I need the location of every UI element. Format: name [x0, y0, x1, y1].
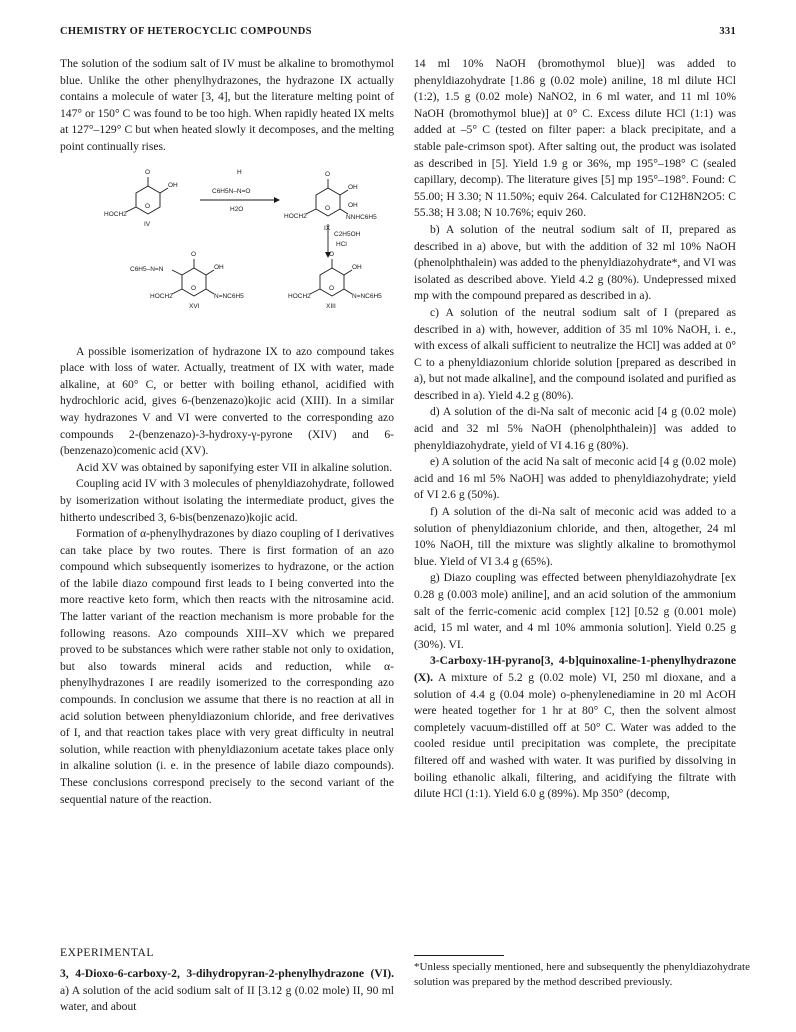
paragraph-text: A mixture of 5.2 g (0.02 mole) VI, 250 ml dioxane, and a solution of 4.4 g (0.04 mole) o-phenylenediamine in 20 ml AcOH were heated together for 1 hr at 80° C, then the solvent almost completely vacuum-distilled off at 50° C. Water was added to the cooled residue until precipitation was complete, the precipitate filtered off and washed with water. It was purified by dissolving in boiling ethanolic alkali, filtering, and acidifying the filtrate with dilute HCl (1:1). Yield 6.0 g (89%). Mp 350° (decomp,: [414, 670, 736, 801]
azo-label: N=NC6H5: [214, 292, 244, 300]
paragraph: Acid XV was obtained by saponifying ester VII in alkaline solution.: [76, 460, 393, 474]
oh-label: OH: [352, 263, 362, 271]
azo-label: C6H5–N=N: [130, 265, 164, 273]
oxygen-label: O: [145, 168, 151, 176]
footnote-divider: [414, 955, 504, 956]
reagent-bottom: H2O: [230, 205, 244, 213]
reaction-scheme-drawing: [60, 160, 394, 336]
paragraph: The solution of the sodium salt of IV must be alkaline to bromothymol blue. Unlike the other phenylhydrazones, the hydrazone IX actually contains a molecule of water [3, 4], but the literature melting point of 147° or 150° C was found to be too high. When rapidly heated IX melts at 127°–129° C but when heated slowly it decomposes, and the melting point continually rises.: [60, 57, 394, 153]
left-column: [60, 56, 394, 808]
page-number: 331: [719, 26, 736, 37]
compound-iv-label: IV: [144, 220, 151, 228]
compound-xvi-label: XVI: [189, 302, 200, 310]
ring-oxygen-label: O: [191, 284, 197, 292]
running-header: [60, 26, 736, 42]
reaction-scheme: [60, 160, 394, 336]
journal-title: CHEMISTRY OF HETEROCYCLIC COMPOUNDS: [60, 26, 312, 37]
footnote-text: *Unless specially mentioned, here and subsequently the phenyldiazohydrate solution was prepared by the method described previously.: [414, 961, 750, 989]
oxygen-label: O: [325, 170, 331, 178]
ring-oxygen-label: O: [145, 202, 151, 210]
oh-label: OH: [348, 183, 358, 191]
oxygen-label: O: [191, 250, 197, 258]
right-column: [414, 56, 736, 803]
reagent-side-2: HCl: [336, 240, 347, 248]
compound-title: 3, 4-Dioxo-6-carboxy-2, 3-dihydropyran-2-phenylhydrazone (VI).: [60, 967, 394, 980]
reagent-side-1: C2H5OH: [334, 230, 361, 238]
paragraph: 14 ml 10% NaOH (bromothymol blue)] was added to phenyldiazohydrate [1.86 g (0.02 mole) aniline, 18 ml dilute HCl (1:2), 1.5 g (0.02 mole) NaNO2, in 6 ml water, and 11 ml 10% NaOH (bromothymol blue)] at 0° C. Excess dilute HCl (1:1) was added at –5° C (tested on filter paper: a black precipitate, and a stable pale-crimson spot). After salting out, the product was isolated as described in [5]. Yield 1.9 g or 36%, mp 195°–198° C (sealed capillary, decomp). The literature gives [5] mp 195°–198°. Found: C 55.00; H 3.30; N 11.50%; equiv 264. Calculated for C12H8N2O5: C 55.38; H 3.08; N 10.76%; equiv 260.: [414, 57, 736, 220]
paragraph: b) A solution of the neutral sodium salt of II, prepared as described in a) above, but with the addition of 32 ml 10% NaOH (phenolphthalein) was added to the phenyldiazohydrate*, and VI was isolated as described above. Yield 4.2 g (80%). Undepressed mixed mp with the compound prepared as described in a).: [414, 222, 736, 303]
hoch2-label: HOCH2: [150, 292, 173, 300]
paragraph: f) A solution of the di-Na salt of meconic acid was added to a solution of phenyldiazonium chloride, and then, altogether, 24 ml 10% NaOH, till the mixture was slightly alkaline to bromothymol blue. Yield of VI 3.4 g (65%).: [414, 505, 736, 568]
hoch2-label: HOCH2: [284, 212, 307, 220]
ring-oxygen-label: O: [325, 204, 331, 212]
paragraph: c) A solution of the neutral sodium salt of I (prepared as described in a) with, however, addition of 35 ml 10% NaOH, i. e., with excess of alkali sufficient to neutralize the HCl] was added at 0° C to a phenyldiazonium chloride solution [prepared as described in a), but not made alkaline], and the compound isolated and purified as described in a). Yield 4.2 g (80%).: [414, 305, 736, 402]
paragraph-text: a) A solution of the acid sodium salt of II [3.12 g (0.02 mole) II, 90 ml water, and about: [60, 983, 394, 1014]
ring-oxygen-label: O: [329, 284, 335, 292]
experimental-paragraph: [60, 966, 394, 1016]
hoch2-label: HOCH2: [288, 292, 311, 300]
h-label: H: [237, 168, 242, 176]
paragraph: e) A solution of the acid Na salt of meconic acid [4 g (0.02 mole) acid and 16 ml 5% NaOH] was added to phenyldiazohydrate; yield of VI 2.6 g (50%).: [414, 455, 736, 502]
paragraph: d) A solution of the di-Na salt of meconic acid [4 g (0.02 mole) acid and 32 ml 5% NaOH (phenolphthalein)] was added to phenyldiazohydrate, yield of VI 4.16 g (80%).: [414, 405, 736, 452]
reagent-top: C6H5N–N=O: [212, 187, 251, 195]
oh-label: OH: [214, 263, 224, 271]
compound-title: 3-Carboxy-1H-pyrano[3, 4-b]quinoxaline-1-phenylhydrazone (X).: [414, 654, 736, 684]
oxygen-label: O: [329, 250, 335, 258]
azo-label: N=NC6H5: [352, 292, 382, 300]
section-heading: EXPERIMENTAL: [60, 946, 154, 959]
compound-ix-label: IX: [324, 224, 331, 232]
paragraph: Coupling acid IV with 3 molecules of phenyldiazohydrate, followed by isomerization without isolating the intermediate product, gives the hitherto undescribed 3, 6-bis(benzenazo)kojic acid.: [60, 477, 394, 524]
paragraph: Formation of α-phenylhydrazones by diazo coupling of I derivatives can take place by two routes. There is first formation of an azo compound which subsequently isomerizes to hydrazone, or the action of the labile diazo compound first leads to I being converted into the more reactive keto form, which then reacts with the nitrosamine acid. The latter variant of the reaction mechanism is more probable for the following reasons. Azo compounds XIII–XV which we prepared proved to be substances which were rather stable not only to oxidation, but also towards mineral acids and reduction, while α-phenylhydrazones I are readily isomerized to the corresponding azo compounds. In conclusion we assume that there is no reaction at all in acid solution between phenyldiazonium chloride, and free derivatives of I, and that reaction takes place with very great difficulty in neutral solution, while reaction with phenyldiazonium acetate takes place only in alkaline solution (i. e. in the presence of labile diazo compounds). These conclusions correspond precisely to the second variant of the sequential nature of the reaction.: [60, 527, 394, 806]
oh-label: OH: [168, 181, 178, 189]
oh-label: OH: [348, 201, 358, 209]
paragraph: g) Diazo coupling was effected between phenyldiazohydrate [ex 0.28 g (0.003 mole) aniline], and an acid solution of the ammonium salt of the ferric-comenic acid complex [12] [0.52 g (0.001 mole) acid, 15 ml water, and 4 ml 10% ammonia solution]. Yield 0.25 g (30%). VI.: [414, 571, 736, 651]
nnhc6h5-label: NNHC6H5: [346, 213, 377, 221]
hoch2-label: HOCH2: [104, 210, 127, 218]
footnote: [414, 960, 750, 991]
compound-xiii-label: XIII: [326, 302, 336, 310]
paragraph: [414, 653, 736, 802]
paragraph: A possible isomerization of hydrazone IX to azo compound takes place with loss of water. Actually, treatment of IX with water, made alkaline, at 60° C, or better with boiling ethanol, acidified with hydrochloric acid, gives 6-(benzenazo)kojic acid (XIII). In a similar way hydrazones V and VI were converted to the corresponding azo compounds 2-(benzenazo)-3-hydroxy-γ-pyrone (XIV) and 6-(benzenazo)comenic acid (XV).: [60, 344, 394, 458]
